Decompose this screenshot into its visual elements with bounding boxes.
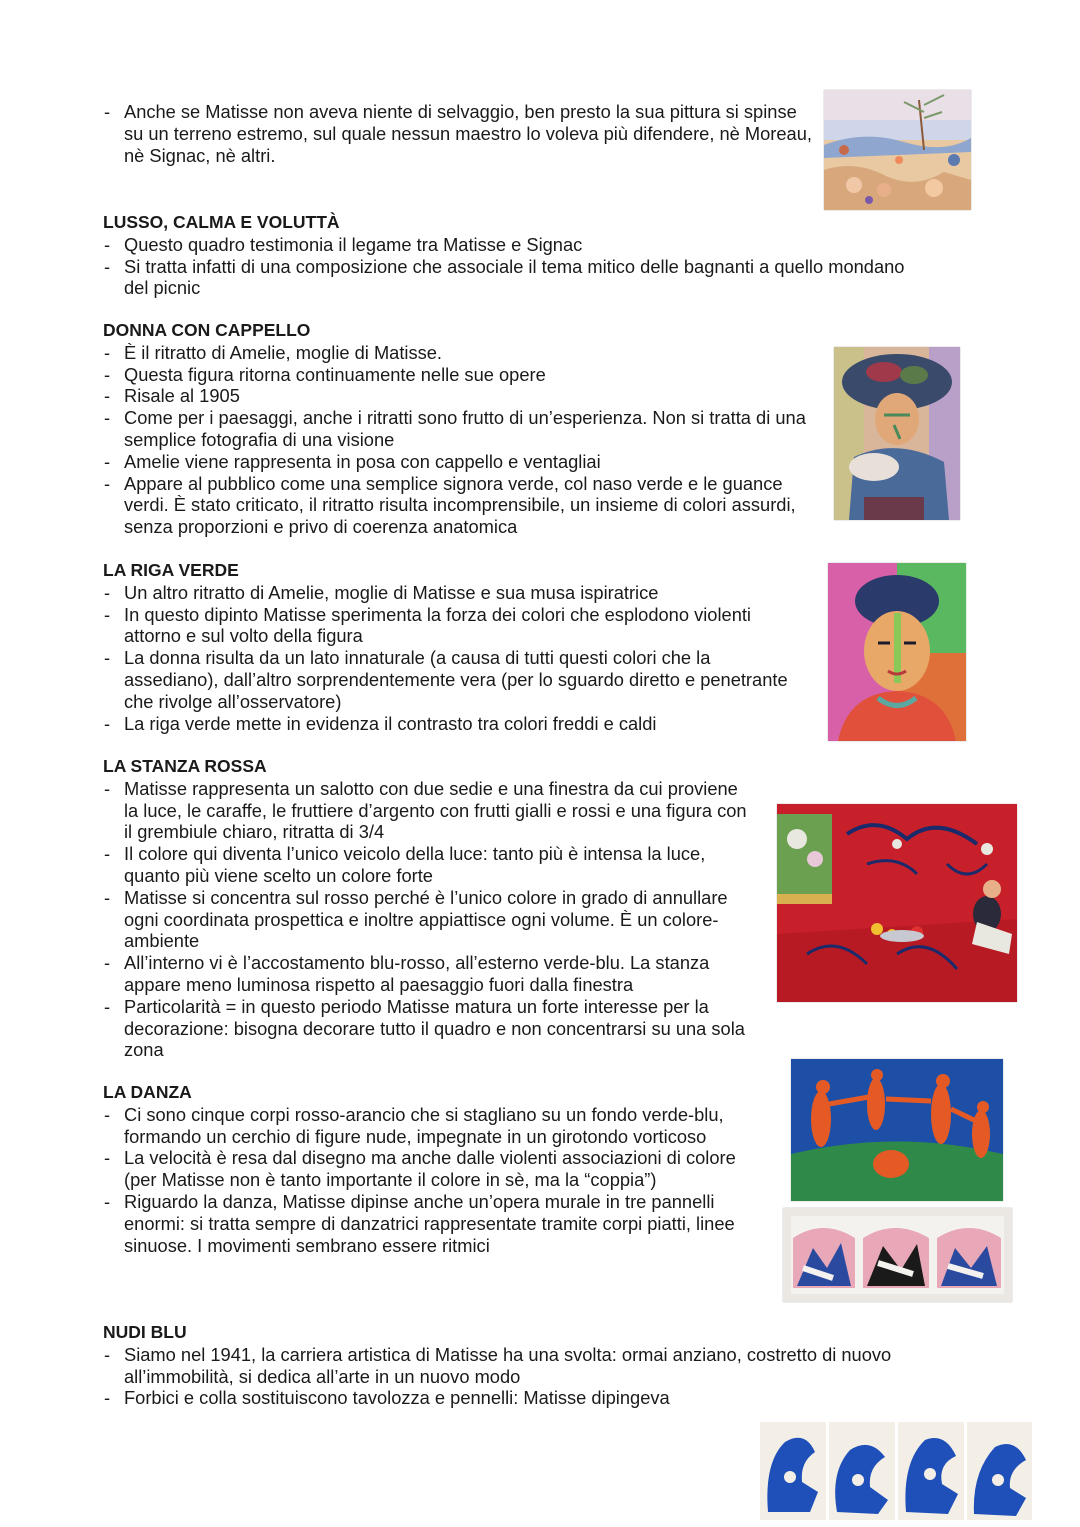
bullet-item: - Risale al 1905: [103, 385, 815, 407]
section-heading: LA DANZA: [103, 1082, 192, 1102]
bullet-list: [103, 234, 913, 299]
bullet-item: - Ci sono cinque corpi rosso-arancio che si stagliano su un fondo verde-blu, formando un cerchio di figure nude, impegnate in un girotondo vorticoso: [103, 1104, 763, 1148]
painting-la-riga-verde: [828, 563, 966, 741]
bullet-list: [103, 1344, 983, 1409]
bullet-list: [103, 778, 755, 1061]
bullet-item: - Si tratta infatti di una composizione che associale il tema mitico delle bagnanti a quello mondano del picnic: [103, 256, 913, 300]
bullet-item: - Anche se Matisse non aveva niente di selvaggio, ben presto la sua pittura si spinse su un terreno estremo, sul quale nessun maestro lo voleva più difendere, nè Moreau, nè Signac, nè altri.: [103, 101, 813, 166]
bullet-item: - Siamo nel 1941, la carriera artistica di Matisse ha una svolta: ormai anziano, costretto di nuovo all’immobilità, si dedica all’arte in un nuovo modo: [103, 1344, 983, 1388]
painting-donna-con-cappello: [834, 347, 960, 520]
bullet-item: - Questo quadro testimonia il legame tra Matisse e Signac: [103, 234, 913, 256]
section-heading: LUSSO, CALMA E VOLUTTÀ: [103, 212, 340, 232]
bullet-item: - Matisse rappresenta un salotto con due sedie e una finestra da cui proviene la luce, le caraffe, le fruttiere d’argento con frutti gialli e rossi e una figura con il grembiule chiaro, ritratta di 3/4: [103, 778, 755, 843]
section-la-riga-verde: [103, 560, 793, 734]
section-nudi-blu: [103, 1322, 983, 1409]
section-la-danza: [103, 1082, 763, 1256]
bullet-list: [103, 342, 815, 538]
bullet-item: - Amelie viene rappresenta in posa con cappello e ventagliai: [103, 451, 815, 473]
bullet-item: - La velocità è resa dal disegno ma anche dalle violenti associazioni di colore (per Matisse non è tanto importante il colore in sè, ma la “coppia”): [103, 1147, 763, 1191]
section-lusso-calma-volutta: [103, 212, 913, 299]
bullet-item: - Riguardo la danza, Matisse dipinse anche un’opera murale in tre pannelli enormi: si tratta sempre di danzatrici rappresentate tramite corpi piatti, linee sinuose. I movimenti sembrano essere ritmici: [103, 1191, 763, 1256]
section-heading: LA RIGA VERDE: [103, 560, 239, 580]
bullet-list: [103, 582, 793, 735]
bullet-item: - Appare al pubblico come una semplice signora verde, col naso verde e le guance verdi. È stato criticato, il ritratto risulta incomprensibile, un insieme di colori assurdi, senza proporzioni e privo di coerenza anatomica: [103, 473, 815, 538]
mural-la-danza: [783, 1208, 1012, 1302]
bullet-item: - La donna risulta da un lato innaturale (a causa di tutti questi colori che la assediano), dall’altro sorprendentemente vera (per lo sguardo diretto e penetrante che rivolge all’osservatore): [103, 647, 793, 712]
bullet-item: - Particolarità = in questo periodo Matisse matura un forte interesse per la decorazione: bisogna decorare tutto il quadro e non concentrarsi su una sola zona: [103, 996, 755, 1061]
bullet-item: - In questo dipinto Matisse sperimenta la forza dei colori che esplodono violenti attorno e sul volto della figura: [103, 604, 793, 648]
bullet-item: - Il colore qui diventa l’unico veicolo della luce: tanto più è intensa la luce, quanto più viene scelto un colore forte: [103, 843, 755, 887]
section-donna-con-cappello: [103, 320, 815, 538]
section-heading: DONNA CON CAPPELLO: [103, 320, 311, 340]
bullet-item: - La riga verde mette in evidenza il contrasto tra colori freddi e caldi: [103, 713, 793, 735]
bullet-item: - All’interno vi è l’accostamento blu-rosso, all’esterno verde-blu. La stanza appare meno luminosa rispetto al paesaggio fuori dalla finestra: [103, 952, 755, 996]
painting-la-danza: [791, 1059, 1003, 1201]
section-heading: NUDI BLU: [103, 1322, 187, 1342]
painting-lusso-calma-volutta: [824, 90, 971, 210]
bullet-item: - È il ritratto di Amelie, moglie di Matisse.: [103, 342, 815, 364]
bullet-list: [103, 101, 813, 166]
bullet-item: - Forbici e colla sostituiscono tavolozza e pennelli: Matisse dipingeva: [103, 1387, 983, 1409]
bullet-list: [103, 1104, 763, 1257]
painting-la-stanza-rossa: [777, 804, 1017, 1002]
section-la-stanza-rossa: [103, 756, 755, 1061]
bullet-item: - Come per i paesaggi, anche i ritratti sono frutto di un’esperienza. Non si tratta di una semplice fotografia di una visione: [103, 407, 815, 451]
bullet-item: - Questa figura ritorna continuamente nelle sue opere: [103, 364, 815, 386]
section-intro: [103, 101, 813, 166]
bullet-item: - Matisse si concentra sul rosso perché è l’unico colore in grado di annullare ogni coordinata prospettica e inoltre appiattisce ogni volume. È un colore-ambiente: [103, 887, 755, 952]
section-heading: LA STANZA ROSSA: [103, 756, 267, 776]
bullet-item: - Un altro ritratto di Amelie, moglie di Matisse e sua musa ispiratrice: [103, 582, 793, 604]
painting-nudi-blu: [760, 1422, 1032, 1520]
